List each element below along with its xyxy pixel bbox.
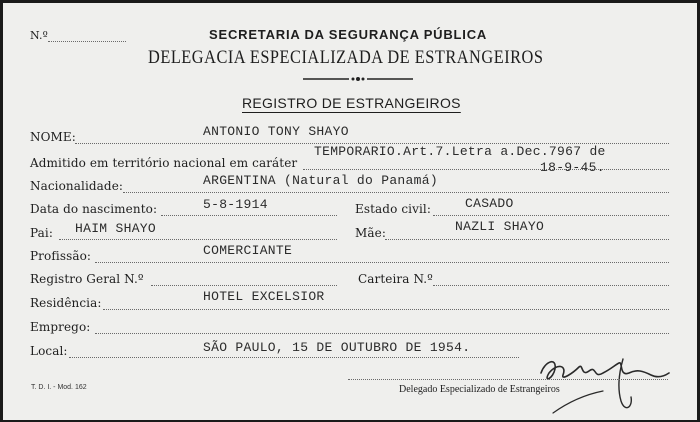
registro-geral-line [151, 285, 337, 286]
ornament-divider [303, 75, 413, 83]
emprego-line [95, 333, 669, 334]
delegacia-title: DELEGACIA ESPECIALIZADA DE ESTRANGEIROS [148, 47, 544, 68]
numero-line [48, 41, 126, 42]
admitido-value-1: TEMPORARIO.Art.7.Letra a.Dec.7967 de [314, 144, 606, 159]
secretaria-title: SECRETARIA DA SEGURANÇA PÚBLICA [209, 27, 488, 42]
mae-line [385, 239, 669, 240]
admitido-value-2: 18-9-45. [540, 160, 605, 175]
local-value: SÃO PAULO, 15 DE OUTUBRO DE 1954. [203, 340, 471, 355]
signatory-label: Delegado Especializado de Estrangeiros [399, 384, 560, 395]
nome-value: ANTONIO TONY SHAYO [203, 124, 349, 139]
nome-label: NOME: [30, 130, 76, 144]
estado-civil-value: CASADO [465, 196, 514, 211]
mae-value: NAZLI SHAYO [455, 219, 545, 234]
profissao-line [95, 262, 669, 263]
admitido-line [303, 169, 669, 170]
carteira-line [433, 285, 669, 286]
profissao-value: COMERCIANTE [203, 243, 293, 258]
admitido-label: Admitido em território nacional em caráter [30, 156, 298, 170]
pai-line [59, 239, 337, 240]
signature [523, 343, 673, 419]
residencia-label: Residência: [30, 296, 102, 310]
residencia-value: HOTEL EXCELSIOR [203, 289, 325, 304]
nascimento-line [161, 215, 337, 216]
numero-label: N.º [30, 29, 48, 42]
estado-civil-label: Estado civil: [355, 202, 431, 216]
nascimento-value: 5-8-1914 [203, 197, 268, 212]
nascimento-label: Data do nascimento: [30, 202, 158, 216]
estado-civil-line [433, 215, 669, 216]
registro-geral-label: Registro Geral N.º [30, 272, 144, 286]
nacionalidade-line [123, 192, 669, 193]
nacionalidade-label: Nacionalidade: [30, 179, 124, 193]
profissao-label: Profissão: [30, 249, 92, 263]
pai-value: HAIM SHAYO [75, 221, 157, 236]
local-label: Local: [30, 344, 68, 358]
signature-line [348, 379, 668, 380]
pai-label: Pai: [30, 226, 53, 240]
registration-card [3, 3, 697, 420]
mae-label: Mãe: [355, 226, 386, 240]
residencia-line [103, 309, 669, 310]
carteira-label: Carteira N.º [358, 272, 433, 286]
emprego-label: Emprego: [30, 320, 91, 334]
nacionalidade-value: ARGENTINA (Natural do Panamá) [203, 173, 438, 188]
registro-title: REGISTRO DE ESTRANGEIROS [242, 95, 461, 111]
local-line [69, 357, 519, 358]
form-code: T. D. I. - Mod. 162 [31, 384, 87, 391]
